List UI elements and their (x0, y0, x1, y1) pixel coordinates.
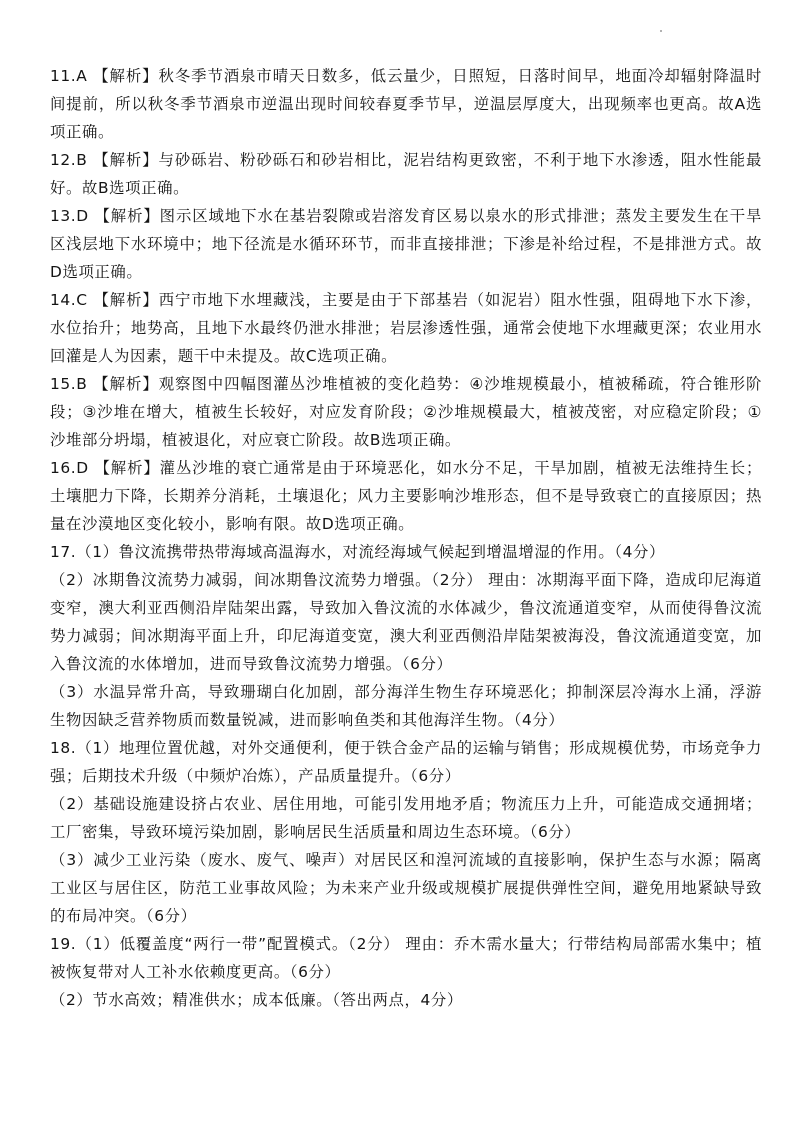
answer-17-1: 17.（1）鲁汶流携带热带海域高温海水，对流经海域气候起到增温增湿的作用。（4分） (50, 543, 666, 561)
answer-19-1: 19.（1）低覆盖度“两行一带”配置模式。（2分） 理由：乔木需水量大；行带结构局部需水集中；植被恢复带对人工补水依赖度更高。（6分） (50, 935, 762, 981)
answer-12: 12.B 【解析】与砂砾岩、粉砂砾石和砂岩相比，泥岩结构更致密，不利于地下水渗透，阻水性能最好。故B选项正确。 (50, 151, 762, 197)
answer-18-2: （2）基础设施建设挤占农业、居住用地，可能引发用地矛盾；物流压力上升，可能造成交通拥堵；工厂密集，导致环境污染加剧，影响居民生活质量和周边生态环境。（6分） (50, 795, 762, 841)
answer-17-2: （2）冰期鲁汶流势力减弱，间冰期鲁汶流势力增强。（2分） 理由：冰期海平面下降，造成印尼海道变窄，澳大利亚西侧沿岸陆架出露，导致加入鲁汶流的水体减少，鲁汶流通道变窄，从而使得鲁汶流势力减弱；间冰期海平面上升，印尼海道变宽，澳大利亚西侧沿岸陆架被海没，鲁汶流通道变宽，加入鲁汶流的水体增加，进而导致鲁汶流势力增强。（6分） (50, 571, 762, 673)
answer-16: 16.D 【解析】灌丛沙堆的衰亡通常是由于环境恶化，如水分不足，干旱加剧，植被无法维持生长；土壤肥力下降，长期养分消耗，土壤退化；风力主要影响沙堆形态，但不是导致衰亡的直接原因；热量在沙漠地区变化较小，影响有限。故D选项正确。 (50, 459, 762, 533)
answer-15: 15.B 【解析】观察图中四幅图灌丛沙堆植被的变化趋势：④沙堆规模最小，植被稀疏，符合锥形阶段；③沙堆在增大，植被生长较好，对应发育阶段；②沙堆规模最大，植被茂密，对应稳定阶段；①沙堆部分坍塌，植被退化，对应衰亡阶段。故B选项正确。 (50, 375, 762, 449)
answer-17-3: （3）水温异常升高，导致珊瑚白化加剧，部分海洋生物生存环境恶化；抑制深层冷海水上涌，浮游生物因缺乏营养物质而数量锐减，进而影响鱼类和其他海洋生物。（4分） (50, 683, 762, 729)
answer-19-2: （2）节水高效；精准供水；成本低廉。（答出两点，4分） (50, 991, 463, 1009)
answer-11: 11.A 【解析】秋冬季节酒泉市晴天日数多，低云量少，日照短，日落时间早，地面冷却辐射降温时间提前，所以秋冬季节酒泉市逆温出现时间较春夏季节早，逆温层厚度大，出现频率也更高。故A选项正确。 (50, 67, 762, 141)
scan-speck (660, 30, 662, 32)
answer-18-1: 18.（1）地理位置优越，对外交通便利，便于铁合金产品的运输与销售；形成规模优势，市场竞争力强；后期技术升级（中频炉冶炼），产品质量提升。（6分） (50, 739, 762, 785)
answer-key-page (50, 62, 762, 1014)
answer-18-3: （3）减少工业污染（废水、废气、噪声）对居民区和湟河流域的直接影响，保护生态与水源；隔离工业区与居住区，防范工业事故风险；为未来产业升级或规模扩展提供弹性空间，避免用地紧缺导致的布局冲突。（6分） (50, 851, 762, 925)
answer-13: 13.D 【解析】图示区域地下水在基岩裂隙或岩溶发育区易以泉水的形式排泄；蒸发主要发生在干旱区浅层地下水环境中；地下径流是水循环环节，而非直接排泄；下渗是补给过程，不是排泄方式。故D选项正确。 (50, 207, 762, 281)
answer-14: 14.C 【解析】西宁市地下水埋藏浅，主要是由于下部基岩（如泥岩）阻水性强，阻碍地下水下渗，水位抬升；地势高，且地下水最终仍泄水排泄；岩层渗透性强，通常会使地下水埋藏更深；农业用水回灌是人为因素，题干中未提及。故C选项正确。 (50, 291, 762, 365)
